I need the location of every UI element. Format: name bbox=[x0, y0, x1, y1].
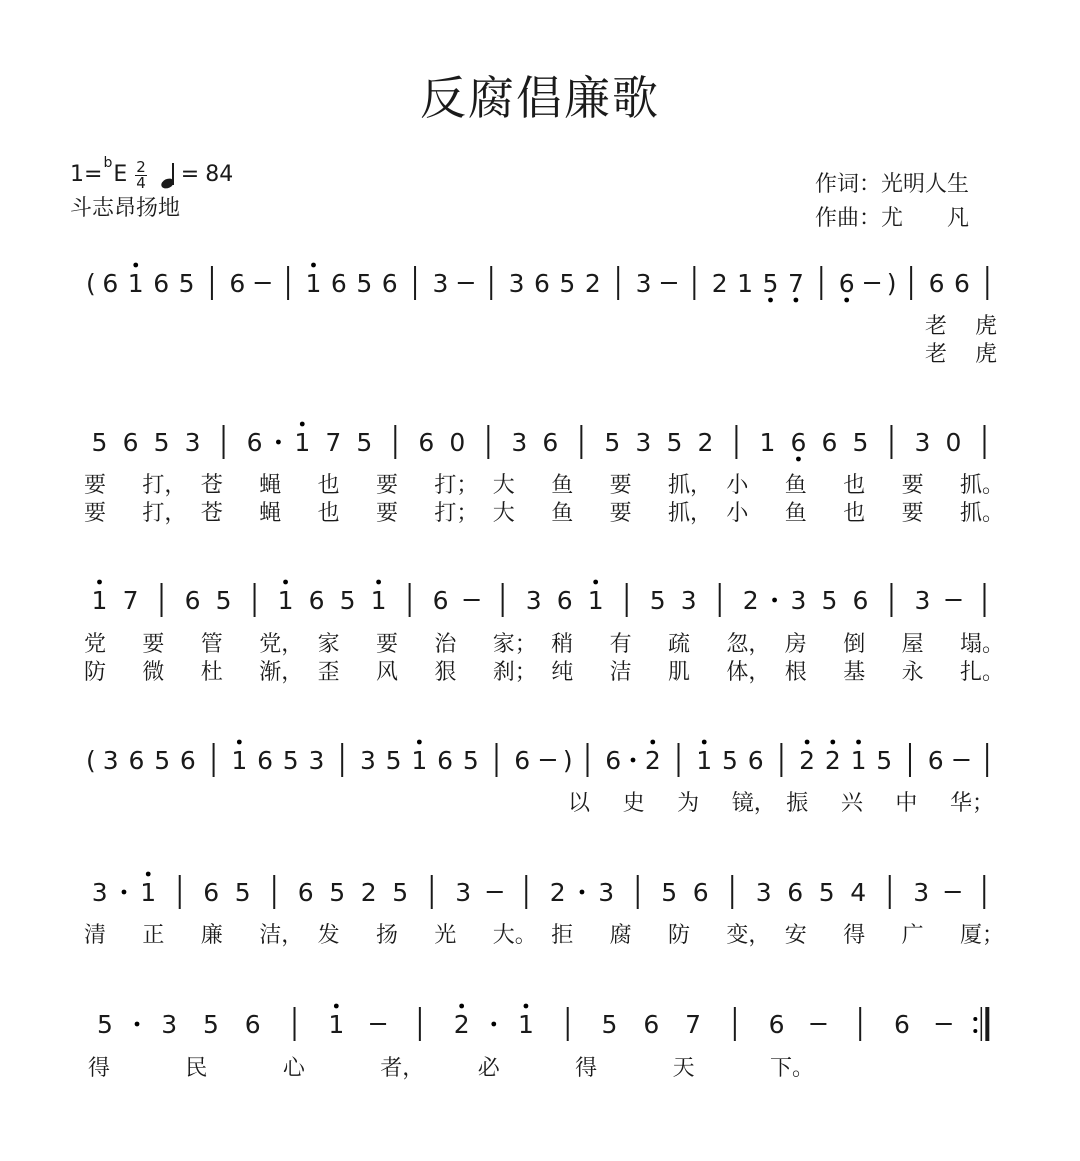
lyric-syllable: 鱼 bbox=[784, 501, 807, 526]
note: 6 bbox=[203, 878, 220, 907]
dot-mark bbox=[772, 598, 777, 603]
time-bottom: 4 bbox=[136, 173, 146, 192]
composer-credit: 作曲：尤 凡 bbox=[815, 206, 970, 231]
lyric-syllable: 疏 bbox=[668, 632, 691, 657]
note: 2 bbox=[453, 1010, 470, 1039]
note: 6 bbox=[953, 269, 970, 298]
repeat-dot bbox=[973, 1029, 977, 1033]
note: 5 bbox=[821, 586, 838, 615]
note: 6 bbox=[790, 428, 807, 457]
note: 3 bbox=[184, 428, 201, 457]
lyric-syllable: 党 bbox=[84, 632, 107, 657]
note: 5 bbox=[91, 428, 108, 457]
lyric-syllable: 打； bbox=[434, 501, 479, 526]
note: 6 bbox=[381, 269, 398, 298]
lyric-syllable: 刹； bbox=[492, 660, 537, 685]
note: 5 bbox=[762, 269, 779, 298]
lyric-syllable: 根 bbox=[784, 660, 807, 685]
note: 6 bbox=[643, 1010, 660, 1039]
note: 5 bbox=[234, 878, 251, 907]
note: 1 bbox=[411, 746, 428, 775]
note: 1 bbox=[305, 269, 322, 298]
lyric-syllable: 虎 bbox=[975, 314, 998, 339]
lyric-syllable: 要 bbox=[376, 473, 399, 498]
lyric-syllable: 以 bbox=[568, 791, 591, 816]
lyric-syllable: 屋 bbox=[901, 632, 924, 657]
note: 5 bbox=[203, 1010, 219, 1039]
note: 2 bbox=[360, 878, 377, 907]
time-top: 2 bbox=[136, 157, 146, 176]
note: 6 bbox=[244, 1010, 261, 1039]
lyric-syllable: 稍 bbox=[551, 632, 574, 657]
note: 1 bbox=[277, 586, 294, 615]
lyric-syllable: 苍 bbox=[200, 501, 223, 526]
lyric-syllable: 要 bbox=[901, 473, 924, 498]
lyric-syllable: 洁 bbox=[609, 660, 632, 685]
note: 7 bbox=[787, 269, 804, 298]
lyric-syllable: 兴 bbox=[840, 791, 863, 816]
octave-dot-high bbox=[237, 740, 242, 745]
lyric-syllable: 天 bbox=[672, 1056, 695, 1081]
note: 5 bbox=[356, 269, 373, 298]
lyric-syllable: 要 bbox=[609, 473, 632, 498]
note: 3 bbox=[511, 428, 528, 457]
lyric-syllable: 安 bbox=[784, 923, 807, 948]
note: 6 bbox=[542, 428, 559, 457]
note: 5 bbox=[876, 746, 893, 775]
lyric-syllable: 打； bbox=[434, 473, 479, 498]
octave-dot-high bbox=[133, 263, 138, 268]
lyric-syllable: 永 bbox=[901, 660, 924, 685]
lyric-syllable: 塌。 bbox=[960, 632, 1005, 657]
lyric-syllable: 清 bbox=[84, 923, 107, 948]
note: 6 bbox=[838, 269, 855, 298]
note: 6 bbox=[556, 586, 573, 615]
note: 2 bbox=[697, 428, 714, 457]
note: 5 bbox=[178, 269, 195, 298]
lyric-syllable: 也 bbox=[317, 501, 340, 526]
octave-dot-high bbox=[300, 422, 305, 427]
octave-dot-high bbox=[146, 872, 151, 877]
lyric-syllable: 拒 bbox=[551, 923, 574, 948]
lyric-syllable: 忽， bbox=[726, 632, 771, 657]
lyric-syllable: 光 bbox=[434, 923, 457, 948]
lyric-syllable: 家； bbox=[492, 632, 537, 657]
note: 5 bbox=[661, 878, 678, 907]
note: 6 bbox=[179, 746, 196, 775]
note: 3 bbox=[914, 428, 931, 457]
lyric-syllable: 民 bbox=[185, 1056, 208, 1081]
note: 1 bbox=[140, 878, 157, 907]
note: 1 bbox=[850, 746, 867, 775]
expression-mark: 斗志昂扬地 bbox=[70, 196, 181, 221]
lyric-syllable: 体， bbox=[726, 660, 771, 685]
lyric-syllable: 鱼 bbox=[551, 501, 574, 526]
lyric-syllable: 要 bbox=[609, 501, 632, 526]
lyric-syllable: 廉 bbox=[200, 923, 223, 948]
note: 1 bbox=[370, 586, 387, 615]
octave-dot-high bbox=[97, 580, 102, 585]
note: 2 bbox=[549, 878, 566, 907]
octave-dot-low bbox=[768, 298, 773, 303]
note: 6 bbox=[692, 878, 709, 907]
lyric-syllable: 肌 bbox=[668, 660, 691, 685]
lyric-syllable: 蝇 bbox=[259, 501, 282, 526]
lyric-syllable: 虎 bbox=[975, 342, 998, 367]
note: 2 bbox=[799, 746, 816, 775]
octave-dot-high bbox=[311, 263, 316, 268]
note: 6 bbox=[257, 746, 273, 775]
lyric-syllable: 纯 bbox=[551, 660, 574, 685]
note: 2 bbox=[824, 746, 841, 775]
note: 6 bbox=[122, 428, 139, 457]
note: 5 bbox=[649, 586, 666, 615]
dot-mark bbox=[631, 758, 636, 763]
lyric-syllable: 抓。 bbox=[960, 501, 1005, 526]
lyric-syllable: 要 bbox=[376, 501, 399, 526]
note: 3 bbox=[914, 586, 931, 615]
dot-mark bbox=[491, 1022, 496, 1027]
note: 7 bbox=[325, 428, 342, 457]
octave-dot-low bbox=[794, 298, 799, 303]
lyric-syllable: 扎。 bbox=[960, 660, 1005, 685]
lyric-syllable: 必 bbox=[477, 1056, 500, 1081]
lyric-syllable: 鱼 bbox=[551, 473, 574, 498]
lyric-syllable: 有 bbox=[609, 632, 632, 657]
paren: ) bbox=[886, 269, 897, 298]
repeat-dot bbox=[973, 1017, 977, 1021]
key-note: E bbox=[113, 162, 128, 187]
octave-dot-high bbox=[283, 580, 288, 585]
lyric-syllable: 心 bbox=[282, 1056, 305, 1081]
tempo-equals: = bbox=[180, 162, 200, 187]
note: 5 bbox=[215, 586, 232, 615]
lyric-syllable: 小 bbox=[726, 501, 749, 526]
note: 6 bbox=[437, 746, 454, 775]
lyricist-credit: 作词：光明人生 bbox=[815, 172, 970, 197]
lyric-syllable: 歪 bbox=[317, 660, 340, 685]
lyric-syllable: 要 bbox=[376, 632, 399, 657]
note: 6 bbox=[768, 1010, 785, 1039]
note: 3 bbox=[913, 878, 930, 907]
note: 5 bbox=[462, 746, 479, 775]
note: 3 bbox=[680, 586, 697, 615]
lyric-syllable: 抓， bbox=[668, 501, 713, 526]
note: 1 bbox=[696, 746, 713, 775]
lyric-syllable: 打， bbox=[142, 473, 187, 498]
note: 5 bbox=[385, 746, 402, 775]
note: 5 bbox=[339, 586, 356, 615]
dot-mark bbox=[122, 890, 127, 895]
octave-dot-high bbox=[334, 1004, 339, 1009]
lyric-syllable: 扬 bbox=[376, 923, 399, 948]
lyric-syllable: 防 bbox=[668, 923, 691, 948]
octave-dot-high bbox=[702, 740, 707, 745]
octave-dot-low bbox=[844, 298, 849, 303]
lyric-syllable: 要 bbox=[84, 501, 107, 526]
note: 6 bbox=[928, 269, 945, 298]
lyric-syllable: 得 bbox=[575, 1056, 598, 1081]
octave-dot-high bbox=[417, 740, 422, 745]
lyric-syllable: 鱼 bbox=[784, 473, 807, 498]
lyric-syllable: 杜 bbox=[200, 660, 223, 685]
lyric-syllable: 倒 bbox=[843, 632, 866, 657]
note: 4 bbox=[850, 878, 867, 907]
lyric-syllable: 正 bbox=[142, 923, 165, 948]
note: 6 bbox=[297, 878, 314, 907]
octave-dot-low bbox=[796, 457, 801, 462]
lyric-syllable: 广 bbox=[901, 923, 924, 948]
note: 5 bbox=[96, 1010, 113, 1039]
lyric-syllable: 要 bbox=[901, 501, 924, 526]
note: 5 bbox=[601, 1010, 618, 1039]
lyric-syllable: 得 bbox=[88, 1056, 111, 1081]
paren: ) bbox=[562, 746, 573, 775]
octave-dot-high bbox=[376, 580, 381, 585]
note: 6 bbox=[128, 746, 145, 775]
lyric-syllable: 洁， bbox=[259, 923, 304, 948]
lyric-syllable: 风 bbox=[376, 660, 399, 685]
note: 6 bbox=[821, 428, 838, 457]
note: 2 bbox=[742, 586, 759, 615]
lyric-syllable: 者， bbox=[380, 1056, 425, 1081]
key-prefix: 1= bbox=[70, 162, 103, 187]
lyric-syllable: 华； bbox=[950, 791, 995, 816]
lyric-syllable: 老 bbox=[925, 342, 948, 367]
lyric-syllable: 也 bbox=[317, 473, 340, 498]
lyric-syllable: 抓。 bbox=[960, 473, 1005, 498]
note: 5 bbox=[392, 878, 409, 907]
lyric-syllable: 房 bbox=[784, 632, 807, 657]
note: 2 bbox=[584, 269, 601, 298]
dot-mark bbox=[135, 1022, 140, 1027]
lyric-syllable: 蝇 bbox=[259, 473, 282, 498]
lyric-syllable: 苍 bbox=[200, 473, 223, 498]
note: 6 bbox=[514, 746, 531, 775]
note: 5 bbox=[852, 428, 869, 457]
note: 1 bbox=[587, 586, 604, 615]
lyric-syllable: 下。 bbox=[770, 1056, 815, 1081]
note: 6 bbox=[330, 269, 347, 298]
note: 1 bbox=[759, 428, 776, 457]
lyric-syllable: 大 bbox=[492, 473, 515, 498]
note: 6 bbox=[605, 746, 622, 775]
note: 5 bbox=[153, 428, 170, 457]
note: 5 bbox=[666, 428, 683, 457]
octave-dot-high bbox=[593, 580, 598, 585]
note: 0 bbox=[449, 428, 466, 457]
lyric-syllable: 也 bbox=[843, 473, 866, 498]
note: 1 bbox=[127, 269, 144, 298]
lyric-syllable: 基 bbox=[843, 660, 866, 685]
octave-dot-high bbox=[524, 1004, 529, 1009]
note: 1 bbox=[294, 428, 311, 457]
lyric-syllable: 镜， bbox=[731, 791, 776, 816]
note: 5 bbox=[282, 746, 299, 775]
note: 3 bbox=[432, 269, 449, 298]
note: 6 bbox=[894, 1010, 910, 1039]
octave-dot-high bbox=[805, 740, 810, 745]
lyric-syllable: 治 bbox=[434, 632, 457, 657]
lyric-syllable: 小 bbox=[726, 473, 749, 498]
note: 3 bbox=[635, 428, 652, 457]
paren: ( bbox=[85, 269, 96, 298]
lyric-syllable: 微 bbox=[142, 660, 165, 685]
paren: ( bbox=[86, 746, 96, 775]
note: 6 bbox=[747, 746, 764, 775]
note: 3 bbox=[161, 1010, 178, 1039]
lyric-syllable: 打， bbox=[142, 501, 187, 526]
note: 1 bbox=[91, 586, 108, 615]
note: 6 bbox=[102, 269, 119, 298]
dot-mark bbox=[580, 890, 585, 895]
lyric-syllable: 家 bbox=[317, 632, 340, 657]
note: 1 bbox=[231, 746, 248, 775]
lyric-syllable: 腐 bbox=[609, 923, 632, 948]
octave-dot-high bbox=[459, 1004, 464, 1009]
lyric-syllable: 为 bbox=[677, 791, 700, 816]
note: 5 bbox=[559, 269, 576, 298]
note: 6 bbox=[852, 586, 869, 615]
note: 3 bbox=[635, 269, 652, 298]
lyric-syllable: 振 bbox=[786, 791, 809, 816]
song-title: 反腐倡廉歌 bbox=[420, 71, 660, 125]
lyric-syllable: 狠 bbox=[434, 660, 457, 685]
dot-mark bbox=[276, 440, 281, 445]
note: 6 bbox=[229, 269, 246, 298]
lyric-syllable: 管 bbox=[200, 632, 223, 657]
lyric-syllable: 抓， bbox=[668, 473, 713, 498]
lyric-syllable: 要 bbox=[142, 632, 165, 657]
note: 6 bbox=[418, 428, 435, 457]
lyric-syllable: 大 bbox=[492, 501, 515, 526]
note: 5 bbox=[721, 746, 738, 775]
note: 3 bbox=[102, 746, 119, 775]
lyric-syllable: 要 bbox=[84, 473, 107, 498]
note: 3 bbox=[91, 878, 108, 907]
lyric-syllable: 大。 bbox=[492, 923, 537, 948]
note: 6 bbox=[184, 586, 201, 615]
lyric-syllable: 中 bbox=[895, 791, 918, 816]
note: 1 bbox=[737, 269, 754, 298]
note: 5 bbox=[604, 428, 621, 457]
note: 2 bbox=[644, 746, 661, 775]
lyric-syllable: 老 bbox=[925, 314, 948, 339]
note: 1 bbox=[517, 1010, 534, 1039]
note: 7 bbox=[685, 1010, 702, 1039]
note: 5 bbox=[356, 428, 373, 457]
lyric-syllable: 发 bbox=[317, 923, 340, 948]
note: 5 bbox=[329, 878, 346, 907]
note: 6 bbox=[534, 269, 550, 298]
note: 3 bbox=[308, 746, 325, 775]
lyric-syllable: 得 bbox=[843, 923, 866, 948]
octave-dot-high bbox=[830, 740, 835, 745]
note: 3 bbox=[755, 878, 772, 907]
lyric-syllable: 史 bbox=[622, 791, 645, 816]
octave-dot-high bbox=[650, 740, 655, 745]
note: 3 bbox=[508, 269, 525, 298]
note: 3 bbox=[790, 586, 807, 615]
note: 1 bbox=[328, 1010, 345, 1039]
note: 6 bbox=[927, 746, 944, 775]
lyric-syllable: 变， bbox=[726, 923, 771, 948]
flat-sign: b bbox=[103, 155, 113, 171]
note: 6 bbox=[308, 586, 325, 615]
note: 2 bbox=[711, 269, 728, 298]
note: 3 bbox=[455, 878, 472, 907]
note: 6 bbox=[246, 428, 263, 457]
note: 3 bbox=[525, 586, 542, 615]
note: 3 bbox=[598, 878, 615, 907]
note: 5 bbox=[154, 746, 171, 775]
octave-dot-high bbox=[856, 740, 861, 745]
note: 7 bbox=[122, 586, 139, 615]
lyric-syllable: 党， bbox=[259, 632, 304, 657]
note: 5 bbox=[818, 878, 835, 907]
note: 0 bbox=[945, 428, 962, 457]
note: 3 bbox=[359, 746, 376, 775]
note: 6 bbox=[153, 269, 170, 298]
note: 6 bbox=[787, 878, 804, 907]
lyric-syllable: 渐， bbox=[259, 660, 304, 685]
lyric-syllable: 防 bbox=[84, 660, 107, 685]
lyric-syllable: 厦； bbox=[960, 923, 1005, 948]
tempo-value: 84 bbox=[205, 162, 234, 187]
lyric-syllable: 也 bbox=[843, 501, 866, 526]
note: 6 bbox=[432, 586, 449, 615]
